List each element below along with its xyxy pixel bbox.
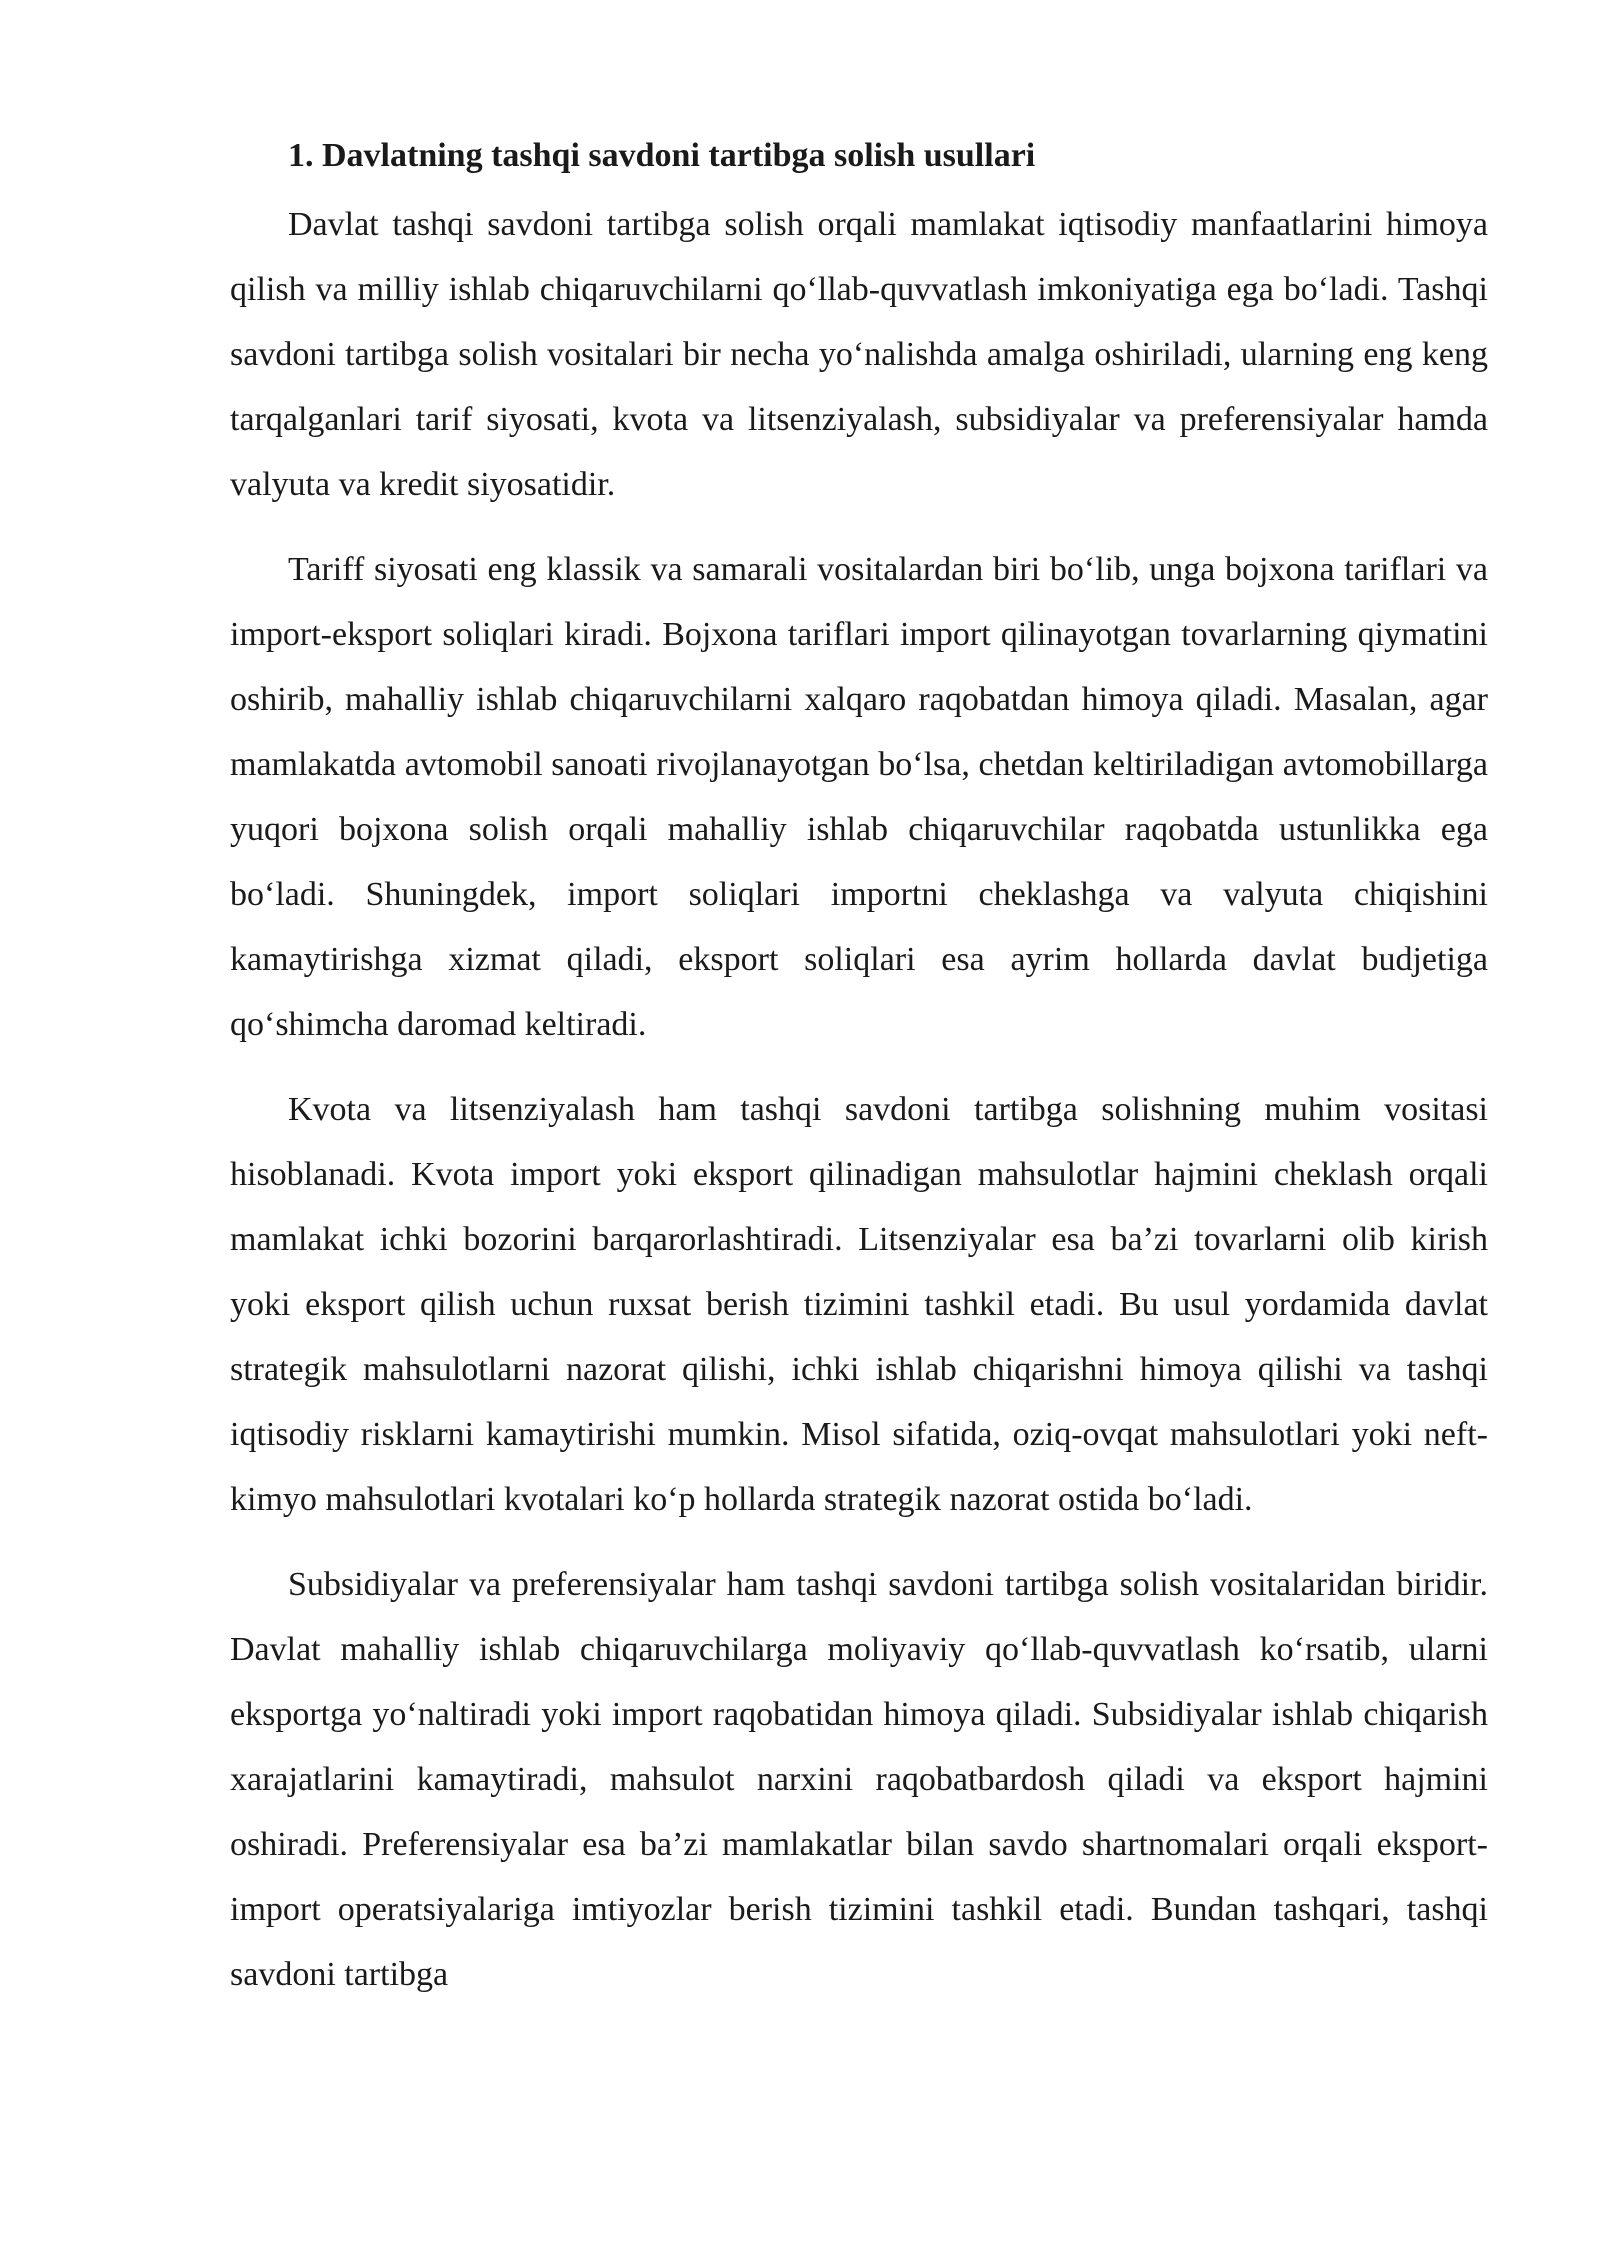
section-heading: 1. Davlatning tashqi savdoni tartibga solish usullari xyxy=(288,137,1036,174)
paragraph-intro: Davlat tashqi savdoni tartibga solish orqali mamlakat iqtisodiy manfaatlarini himoya qilish va milliy ishlab chiqaruvchilarni qo‘llab-quvvatlash imkoniyatiga ega bo‘ladi. Tashqi savdoni tartibga solish vositalari bir necha yo‘nalishda amalga oshiriladi, ularning eng keng tarqalganlari tarif siyosati, kvota va litsenziyalash, subsidiyalar va preferensiyalar hamda valyuta va kredit siyosatidir. xyxy=(230,206,1488,503)
document-page xyxy=(230,130,1488,2027)
paragraph-quota: Kvota va litsenziyalash ham tashqi savdoni tartibga solishning muhim vositasi hisoblanadi. Kvota import yoki eksport qilinadigan mahsulotlar hajmini cheklash orqali mamlakat ichki bozorini barqarorlashtiradi. Litsenziyalar esa ba’zi tovarlarni olib kirish yoki eksport qilish uchun ruxsat berish tizimini tashkil etadi. Bu usul yordamida davlat strategik mahsulotlarni nazorat qilishi, ichki ishlab chiqarishni himoya qilishi va tashqi iqtisodiy risklarni kamaytirishi mumkin. Misol sifatida, oziq-ovqat mahsulotlari yoki neft-kimyo mahsulotlari kvotalari ko‘p hollarda strategik nazorat ostida bo‘ladi. xyxy=(230,1091,1488,1518)
paragraph-subsidies: Subsidiyalar va preferensiyalar ham tashqi savdoni tartibga solish vositalaridan biridir. Davlat mahalliy ishlab chiqaruvchilarga moliyaviy qo‘llab-quvvatlash ko‘rsatib, ularni eksportga yo‘naltiradi yoki import raqobatidan himoya qiladi. Subsidiyalar ishlab chiqarish xarajatlarini kamaytiradi, mahsulot narxini raqobatbardosh qiladi va eksport hajmini oshiradi. Preferensiyalar esa ba’zi mamlakatlar bilan savdo shartnomalari orqali eksport-import operatsiyalariga imtiyozlar berish tizimini tashkil etadi. Bundan tashqari, tashqi savdoni tartibga xyxy=(230,1566,1488,1993)
paragraph-tariff: Tariff siyosati eng klassik va samarali vositalardan biri bo‘lib, unga bojxona tariflari va import-eksport soliqlari kiradi. Bojxona tariflari import qilinayotgan tovarlarning qiymatini oshirib, mahalliy ishlab chiqaruvchilarni xalqaro raqobatdan himoya qiladi. Masalan, agar mamlakatda avtomobil sanoati rivojlanayotgan bo‘lsa, chetdan keltiriladigan avtomobillarga yuqori bojxona solish orqali mahalliy ishlab chiqaruvchilar raqobatda ustunlikka ega bo‘ladi. Shuningdek, import soliqlari importni cheklashga va valyuta chiqishini kamaytirishga xizmat qiladi, eksport soliqlari esa ayrim hollarda davlat budjetiga qo‘shimcha daromad keltiradi. xyxy=(230,551,1488,1043)
